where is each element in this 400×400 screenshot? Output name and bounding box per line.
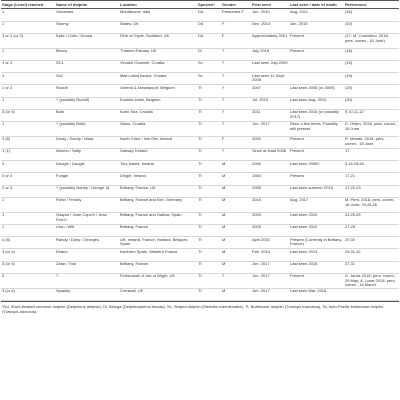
table-row <box>1 9 399 21</box>
table-cell: Tt <box>197 288 221 300</box>
table-cell: M <box>221 173 251 185</box>
table-cell: 1 <box>1 197 55 212</box>
table-cell: Present <box>289 136 344 148</box>
table-cell: ? <box>221 60 251 72</box>
table-cell: Monfalcone, Italy <box>119 9 197 21</box>
table-cell: 17,22,23 <box>344 185 399 197</box>
table-cell: Dd <box>197 21 221 33</box>
table-row <box>1 33 399 48</box>
column-header: Name of dolphin <box>55 1 119 9</box>
table-cell: 29,31,32 <box>344 249 399 261</box>
table-cell: Splashy <box>55 288 119 300</box>
table-cell: Jun. 2017 <box>251 121 289 136</box>
table-cell: R. Meade, 2018, pers. comm., 18 June <box>344 136 399 148</box>
table-cell: 3 or 4 (or 3) <box>1 33 55 48</box>
table-cell: Last seen summer 2015 <box>289 185 344 197</box>
column-header: Stage (Level) reached <box>1 1 55 9</box>
table-cell: Knokke-Heist, Belgium <box>119 97 197 109</box>
table-cell: April 2001 <box>251 237 289 249</box>
table-cell: 3 (or 4) <box>1 288 55 300</box>
table-cell: Tt <box>197 97 221 109</box>
table-body <box>1 9 399 301</box>
table-row <box>1 225 399 237</box>
table-cell: Stormy <box>55 21 119 33</box>
table-cell: Jun. 2017 <box>251 288 289 300</box>
table-cell: 2008 <box>251 185 289 197</box>
table-cell: 2003 <box>251 212 289 224</box>
table-cell: 1 or 2 <box>1 85 55 97</box>
table-cell: Tt <box>197 185 221 197</box>
table-row <box>1 249 399 261</box>
table-cell: Last seen 2008? <box>289 161 344 173</box>
table-cell: Present <box>289 173 344 185</box>
table-cell: ? (possibly Rudolf) <box>55 97 119 109</box>
table-cell: Cornwall, UK <box>119 288 197 300</box>
table-cell: Sc <box>197 60 221 72</box>
table-cell: F <box>221 21 251 33</box>
table-cell: (10) <box>344 21 399 33</box>
table-cell: 3 (or 4) <box>1 109 55 121</box>
table-cell <box>289 60 344 72</box>
table-cell: 3 or 4 <box>1 173 55 185</box>
table-cell: 24,25,26 <box>344 212 399 224</box>
table-cell: Tt <box>197 197 221 212</box>
table-row <box>1 173 399 185</box>
table-cell: Brittany, France and Galicia, Spain <box>119 212 197 224</box>
table-cell: D. Orljen, 2018, pers. comm., 18 June <box>344 121 399 136</box>
table-cell: Thames Estuary, UK <box>119 48 197 60</box>
table-cell: (20) <box>344 97 399 109</box>
table-cell: 1 <box>1 225 55 237</box>
table-cell: M <box>221 212 251 224</box>
table-cell: ? <box>221 149 251 161</box>
table-cell: 1 <box>1 73 55 85</box>
table-cell: Tt <box>197 273 221 288</box>
table-cell: Zafar / Toto <box>55 261 119 273</box>
table-cell: Present <box>289 33 344 48</box>
table-cell: F <box>221 33 251 48</box>
table-cell: 2 or 3 <box>1 185 55 197</box>
table-cell: (19) <box>344 60 399 72</box>
table-cell: M <box>221 161 251 173</box>
table-row <box>1 288 399 300</box>
table-cell: 9,10,11,12 <box>344 109 399 121</box>
table-cell: Benny <box>55 48 119 60</box>
table-cell: 4 (5) <box>1 136 55 148</box>
table-cell: Seen a few times. Possibly still present <box>289 121 344 136</box>
table-cell: 0 <box>1 273 55 288</box>
table-cell: North Clare / Inis Oirr, Ireland <box>119 136 197 148</box>
table-cell: Gaspar / Jean Copo'h / Jean Floc'h <box>55 212 119 224</box>
table-cell: 1 <box>1 212 55 224</box>
table-cell: M <box>221 288 251 300</box>
table-row <box>1 185 399 197</box>
table-cell: Ostend & Nieuwpoort, Belgium <box>119 85 197 97</box>
table-cell: Tt <box>197 261 221 273</box>
table-cell: ? <box>55 273 119 288</box>
table-cell: Nimmo / Salty <box>55 149 119 161</box>
table-cell: Vinodol Channel, Croatia <box>119 60 197 72</box>
column-header: Last seen / date of death <box>289 1 344 9</box>
table-cell: ? (possibly Bobi) <box>55 121 119 136</box>
table-cell: 1 <box>1 121 55 136</box>
table-cell: Tt <box>197 109 221 121</box>
table-cell: Present (Currently in Brittany, France) <box>289 237 344 249</box>
table-cell: Last seen 2012 <box>289 225 344 237</box>
table-cell: 27,28 <box>344 225 399 237</box>
table-cell: M <box>221 225 251 237</box>
table-header <box>1 1 399 9</box>
table-cell: 17,21 <box>344 173 399 185</box>
table-cell: 1 <box>1 9 55 21</box>
table-cell: (20) <box>344 85 399 97</box>
table-cell: Dec. 2014 <box>251 21 289 33</box>
table-cell: 2006 <box>251 161 289 173</box>
table-row <box>1 121 399 136</box>
table-cell: 29,30 <box>344 237 399 249</box>
table-cell: 2011 <box>251 109 289 121</box>
table-cell: Feb. 2013 <box>251 249 289 261</box>
table-cell: Ebano <box>55 249 119 261</box>
table-row <box>1 212 399 224</box>
table-cell: Jun. 2017 <box>251 273 289 288</box>
table-cell: Mali Lošinj harbor, Croatia <box>119 73 197 85</box>
table-cell: Since at least 2006 <box>251 149 289 161</box>
table-cell: 2000 <box>251 136 289 148</box>
table-cell: Brittany, France <box>119 225 197 237</box>
table-cell: Brittany, France <box>119 261 197 273</box>
table-cell: Slano, Croatia <box>119 121 197 136</box>
table-cell: (17; M. Cosentino, 2018, pers. comm., 18 June) <box>344 33 399 48</box>
table-cell: ? <box>221 85 251 97</box>
table-cell: Last seen 2010 <box>289 212 344 224</box>
table-cell: Karin Sea, Croatia <box>119 109 197 121</box>
table-cell: ? (possibly Nobby / George II) <box>55 185 119 197</box>
table-cell: 2016 <box>251 197 289 212</box>
table-row <box>1 73 399 85</box>
table-cell: Kylie / Colin / Donna <box>55 33 119 48</box>
table-cell: Tt <box>197 149 221 161</box>
table-cell: Tt <box>197 136 221 148</box>
table-cell: Tt <box>197 212 221 224</box>
column-header: Location <box>119 1 197 9</box>
table-cell: Tt <box>197 249 221 261</box>
table-row <box>1 60 399 72</box>
table-cell: Bobi <box>55 109 119 121</box>
table-cell: Approximately 2001 <box>251 33 289 48</box>
table-cell: Dl <box>197 48 221 60</box>
table-row <box>1 197 399 212</box>
column-header: Gender <box>221 1 251 9</box>
table-cell <box>289 73 344 85</box>
table-cell: Last seen 2018 <box>289 261 344 273</box>
table-cell: Presumed F <box>221 9 251 21</box>
table-cell: ? <box>221 97 251 109</box>
table-cell: Wales, UK <box>119 21 197 33</box>
table-cell: Last seen 2013 <box>289 249 344 261</box>
table-cell: 1 <box>1 48 55 60</box>
table-cell: Jan. 2015 <box>289 21 344 33</box>
table-cell: Dd <box>197 33 221 48</box>
table-row <box>1 149 399 161</box>
table-cell: (19) <box>344 73 399 85</box>
table-cell: 27,31 <box>344 261 399 273</box>
table-cell: Last seen 11 Sept. 2008 <box>251 73 289 85</box>
table-cell: Flelle / Freddy <box>55 197 119 212</box>
table-cell: Present <box>289 48 344 60</box>
table-cell: M. Perri, 2018, pers. comm., 16 June; 24,25,26 <box>344 197 399 212</box>
table-cell: 1 or 2 <box>1 60 55 72</box>
table-cell: Randy / Dony / Georges <box>55 237 119 249</box>
table-cell: 2007 <box>251 85 289 97</box>
table-cell: Jun. 2010 <box>251 9 289 21</box>
table-cell: (16) <box>344 9 399 21</box>
table-cell: Tt <box>197 237 221 249</box>
table-cell: Brittany, France and Kiel, Germany <box>119 197 197 212</box>
table-cell: M <box>221 237 251 249</box>
table-row <box>1 97 399 109</box>
table-cell: Doogie / Dougie <box>55 161 119 173</box>
table-cell: Northern Spain, Western France <box>119 249 197 261</box>
table-cell: M <box>221 185 251 197</box>
table-row <box>1 109 399 121</box>
table-cell: Last seen July 2009 <box>251 60 289 72</box>
table-row <box>1 136 399 148</box>
table-cell: Dingle, Ireland <box>119 173 197 185</box>
table-cell: Portsmouth & Isle of Wight, UK <box>119 273 197 288</box>
table-cell: (18) <box>344 48 399 60</box>
table-cell: Brittany, France, UK <box>119 185 197 197</box>
table-cell: Tt <box>197 225 221 237</box>
table-cell: Present <box>289 273 344 288</box>
table-cell: F <box>221 136 251 148</box>
table-cell: Last seen 2016 (or possibly 2017) <box>289 109 344 121</box>
table-row <box>1 261 399 273</box>
table-cell: 2005 <box>251 225 289 237</box>
table-cell: Lilou / Will <box>55 225 119 237</box>
table-cell: Tory Island, Ireland <box>119 161 197 173</box>
table-cell: Tt <box>197 121 221 136</box>
table-row <box>1 21 399 33</box>
table-cell: Firth of Clyde, Scotland, UK <box>119 33 197 48</box>
table-cell: Tt <box>197 173 221 185</box>
table-cell: 3 (or 4) <box>1 261 55 273</box>
table-cell: Last seen Aug. 2010 <box>289 97 344 109</box>
column-header: Species* <box>197 1 221 9</box>
table-cell: 1 (1) <box>1 149 55 161</box>
table-cell: 2 <box>1 161 55 173</box>
table-cell: Dusty / Sandy / Mara <box>55 136 119 148</box>
table-cell: Tt <box>197 85 221 97</box>
table-cell: 5,16,18,64 <box>344 161 399 173</box>
table-row <box>1 273 399 288</box>
table-cell: ? <box>221 273 251 288</box>
table-cell: 4 (5) <box>1 237 55 249</box>
table-row <box>1 85 399 97</box>
table-cell: Jul. 2010 <box>251 97 289 109</box>
table-footnote: *Dd, Short-beaked common dolphin (Delphinus delphis); Dl, Beluga (Delphinapterus leucas); Sc, Striped dolphin (Stenella coeruleoalba); Tt, Bottlenose dolphin (Tursiops truncatus); Ta, Indo-Pacific bottlenose dolphin (Tursiops aduncus). <box>1 301 399 316</box>
table-cell: 1 <box>1 21 55 33</box>
table-cell: Aug. 2011 <box>289 9 344 21</box>
table-cell: Rudolf <box>55 85 119 97</box>
table-cell: D. Jarvis 2018, pers. comm., 29 May; A. Lowe 2018, pers. comm., 16 March <box>344 273 399 288</box>
table-cell: M <box>221 249 251 261</box>
table-cell: Sc <box>197 73 221 85</box>
table-cell: Jun. 2017 <box>251 261 289 273</box>
table-cell: M <box>221 261 251 273</box>
table-cell: ? <box>221 48 251 60</box>
table-cell: Fungie <box>55 173 119 185</box>
table-cell: UK, Ireland, France, Holland, Belgium, Spain <box>119 237 197 249</box>
dolphin-table <box>1 0 399 301</box>
table-cell: Unnamed <box>55 9 119 21</box>
column-header: First seen <box>251 1 289 9</box>
table-cell: Last seen 2008 (or 2009) <box>289 85 344 97</box>
table-cell: ? <box>221 121 251 136</box>
table-cell: July 2018 <box>251 48 289 60</box>
table-cell: M <box>221 197 251 212</box>
table-row <box>1 237 399 249</box>
table-cell: ? <box>221 109 251 121</box>
table-cell: ? <box>221 73 251 85</box>
table-cell: 17 <box>344 149 399 161</box>
table-cell: Aug. 2017 <box>289 197 344 212</box>
table-cell: SC1 <box>55 60 119 72</box>
column-header: References <box>344 1 399 9</box>
table-row <box>1 48 399 60</box>
table-cell: Dd <box>197 9 221 21</box>
table-cell <box>344 288 399 300</box>
table-cell: 1983 <box>251 173 289 185</box>
table-cell: Last seen Mar. 2018 <box>289 288 344 300</box>
table-cell: Tt <box>197 161 221 173</box>
table-cell: Present <box>289 149 344 161</box>
table-cell: 1 <box>1 97 55 109</box>
table-cell: Sc2 <box>55 73 119 85</box>
table-cell: Galway, Ireland <box>119 149 197 161</box>
table-row <box>1 161 399 173</box>
table-cell: 3 (or 4) <box>1 249 55 261</box>
